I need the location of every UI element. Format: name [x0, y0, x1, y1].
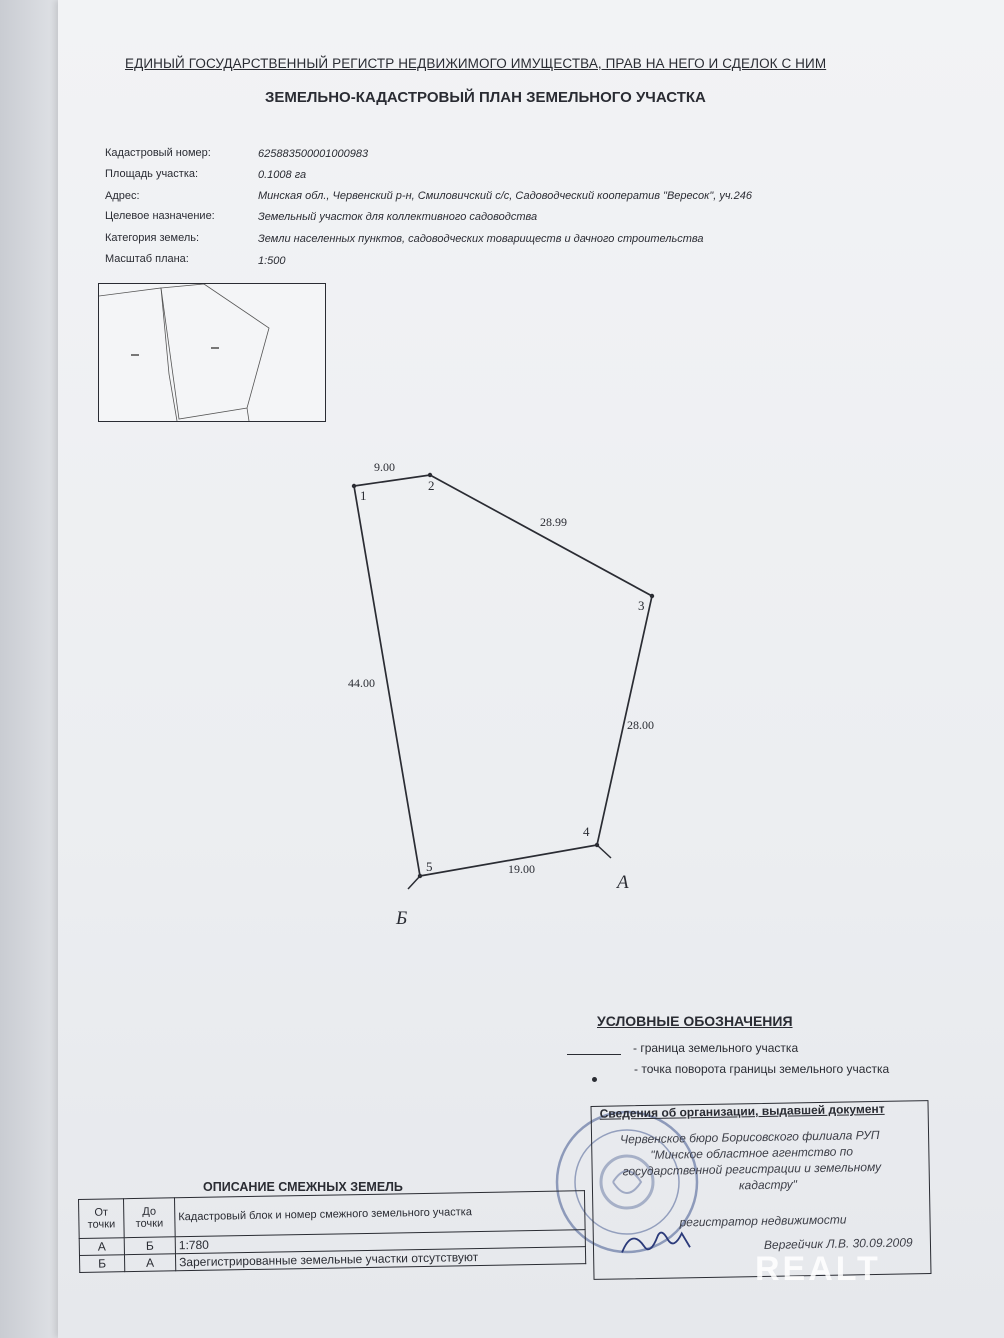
side-length-5-1: 44.00 — [348, 676, 375, 690]
legend-boundary-label: - граница земельного участка — [633, 1041, 799, 1055]
field-label-purpose: Целевое назначение: — [105, 210, 215, 222]
organization-signer: Вергейчик Л.В. 30.09.2009 — [763, 1235, 913, 1252]
field-label-scale: Масштаб плана: — [105, 253, 189, 265]
side-length-2-3: 28.99 — [540, 515, 567, 529]
vertex-label-1: 1 — [360, 488, 367, 503]
vertex-label-5: 5 — [426, 859, 433, 874]
organization-line-1: Червенское бюро Борисовского филиала РУП — [619, 1127, 880, 1147]
cell-description: 1:780 — [175, 1230, 585, 1254]
vertex-point — [352, 484, 356, 488]
organization-line-2: "Минское областное агентство по — [650, 1144, 854, 1162]
direction-label-b: Б — [396, 908, 408, 929]
watermark-logo: REALT — [755, 1250, 881, 1288]
field-value-scale: 1:500 — [258, 255, 286, 267]
plot-boundary — [354, 475, 652, 876]
cell-to: А — [124, 1254, 175, 1272]
direction-label-a: А — [617, 872, 629, 893]
registry-header: ЕДИНЫЙ ГОСУДАРСТВЕННЫЙ РЕГИСТР НЕДВИЖИМОГО ИМУЩЕСТВА, ПРАВ НА НЕГО И СДЕЛОК С НИМ — [125, 56, 827, 71]
vertex-label-4: 4 — [583, 824, 590, 839]
vertex-point — [418, 874, 422, 878]
field-value-cadastral: 625883500001000983 — [258, 148, 369, 160]
organization-line-3: государственной регистрации и земельному — [622, 1159, 882, 1179]
cell-description: Зарегистрированные земельные участки отсутствуют — [175, 1247, 585, 1271]
document-title: ЗЕМЕЛЬНО-КАДАСТРОВЫЙ ПЛАН ЗЕМЕЛЬНОГО УЧАСТКА — [265, 89, 706, 106]
vertex-label-2: 2 — [428, 478, 435, 493]
header-description: Кадастровый блок и номер смежного земельного участка — [174, 1191, 585, 1237]
side-length-3-4: 28.00 — [627, 718, 654, 732]
direction-arrow-b — [408, 876, 420, 889]
side-length-4-5: 19.00 — [508, 862, 535, 876]
field-label-area: Площадь участка: — [105, 168, 199, 180]
organization-role: регистратор недвижимости — [679, 1212, 847, 1230]
legend-point-label: - точка поворота границы земельного участка — [634, 1062, 890, 1076]
side-length-1-2: 9.00 — [374, 460, 395, 474]
adjacent-lands-table — [78, 1190, 586, 1273]
legend-point-swatch — [592, 1077, 597, 1082]
field-value-area: 0.1008 га — [258, 169, 307, 181]
field-label-address: Адрес: — [105, 190, 140, 202]
field-value-address: Минская обл., Червенский р-н, Смиловичский с/с, Садоводческий кооператив "Вересок", уч.246 — [258, 190, 752, 202]
field-value-category: Земли населенных пунктов, садоводческих товариществ и дачного строительства — [258, 233, 704, 245]
vertex-point — [428, 473, 432, 477]
vertex-label-3: 3 — [638, 598, 645, 613]
cell-from: Б — [79, 1255, 124, 1273]
field-label-cadastral: Кадастровый номер: — [105, 147, 211, 159]
cell-from: А — [79, 1238, 124, 1256]
direction-arrow-a — [597, 845, 611, 858]
vertex-point — [650, 594, 654, 598]
legend-boundary-swatch — [567, 1054, 621, 1055]
vertex-point — [595, 843, 599, 847]
field-value-purpose: Земельный участок для коллективного садоводства — [258, 211, 538, 223]
organization-line-4: кадастру" — [738, 1177, 798, 1193]
adjacent-lands-title: ОПИСАНИЕ СМЕЖНЫХ ЗЕМЕЛЬ — [203, 1180, 403, 1194]
header-to: До точки — [124, 1198, 176, 1238]
legend-title: УСЛОВНЫЕ ОБОЗНАЧЕНИЯ — [597, 1013, 793, 1029]
header-from: От точки — [79, 1199, 125, 1239]
organization-title: Сведения об организации, выдавшей документ — [599, 1101, 885, 1121]
signature — [616, 1221, 697, 1262]
cell-to: Б — [124, 1237, 175, 1255]
field-label-category: Категория земель: — [105, 232, 200, 244]
